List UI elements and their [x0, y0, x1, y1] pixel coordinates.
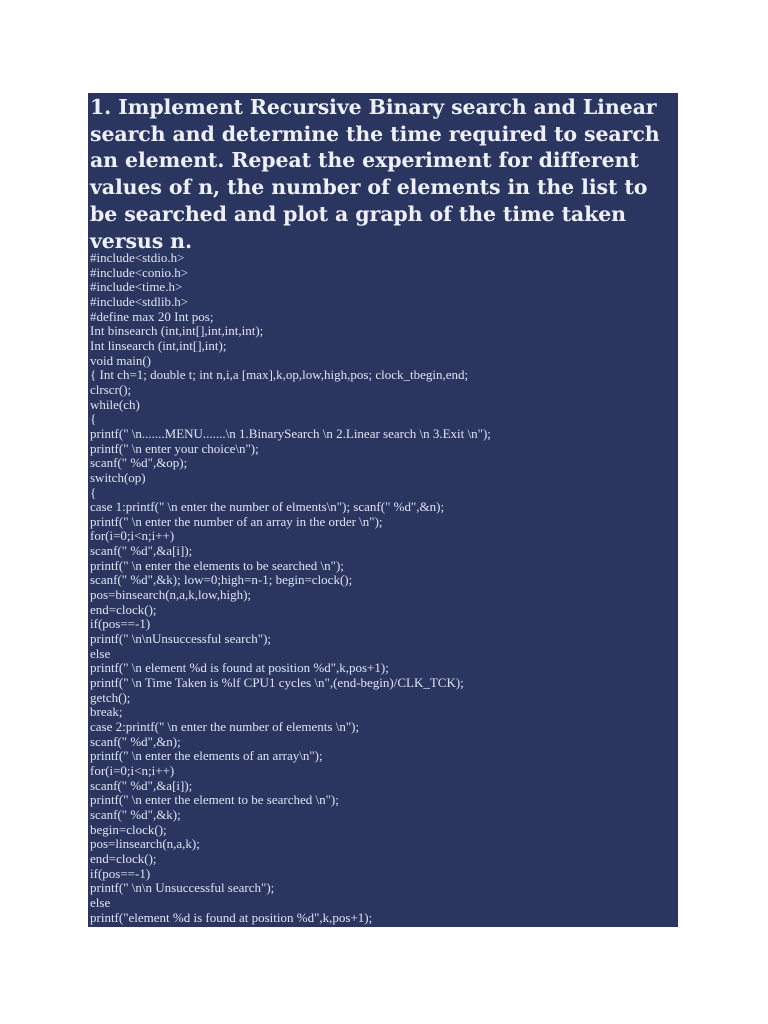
code-line: else [90, 645, 111, 661]
code-listing [90, 251, 491, 925]
code-line: scanf(" %d",&op); [90, 455, 188, 471]
code-line: scanf(" %d",&k); low=0;high=n-1; begin=clock(); [90, 572, 353, 588]
code-line: printf(" \n enter the elements of an array\n"); [90, 748, 323, 764]
code-line: case 1:printf(" \n enter the number of elments\n"); scanf(" %d",&n); [90, 499, 445, 515]
code-line: Int binsearch (int,int[],int,int,int); [90, 323, 264, 339]
code-line: scanf(" %d",&a[i]); [90, 777, 193, 793]
code-line: else [90, 894, 111, 910]
code-line: #include<stdlib.h> [90, 293, 189, 309]
code-line: printf(" \n element %d is found at position %d",k,pos+1); [90, 660, 389, 676]
code-line: for(i=0;i<n;i++) [90, 528, 175, 544]
code-line: break; [90, 704, 123, 720]
code-line: switch(op) [90, 469, 146, 485]
code-line: #include<stdio.h> [90, 250, 185, 265]
code-line: printf(" \n\n Unsuccessful search"); [90, 880, 275, 896]
code-line: clrscr(); [90, 381, 132, 397]
code-line: pos=binsearch(n,a,k,low,high); [90, 587, 252, 603]
code-line: end=clock(); [90, 850, 157, 866]
code-line: Int linsearch (int,int[],int); [90, 337, 227, 353]
code-line: begin=clock(); [90, 821, 167, 837]
code-line: void main() [90, 352, 152, 368]
code-line: printf(" \n.......MENU.......\n 1.BinarySearch \n 2.Linear search \n 3.Exit \n"); [90, 425, 491, 441]
code-line: end=clock(); [90, 601, 157, 617]
code-line: while(ch) [90, 396, 140, 412]
problem-title: 1. Implement Recursive Binary search and Linear search and determine the time required to search an element. Repeat the experiment for different values of n, the number of elements in the list to be searched and plot a graph of the time taken versus n. [90, 95, 660, 253]
code-line: printf("element %d is found at position %d",k,pos+1); [90, 909, 373, 925]
code-line: scanf(" %d",&a[i]); [90, 543, 193, 559]
code-line: pos=linsearch(n,a,k); [90, 836, 200, 852]
code-line: { [90, 484, 97, 500]
code-line: scanf(" %d",&n); [90, 733, 181, 749]
code-line: getch(); [90, 689, 131, 705]
code-line: if(pos==-1) [90, 616, 151, 632]
code-line: printf(" \n Time Taken is %lf CPU1 cycles \n",(end-begin)/CLK_TCK); [90, 675, 464, 691]
code-line: printf(" \n enter the elements to be searched \n"); [90, 557, 344, 573]
code-line: printf(" \n enter the element to be searched \n"); [90, 792, 339, 808]
code-line: scanf(" %d",&k); [90, 806, 181, 822]
code-line: printf(" \n enter your choice\n"); [90, 440, 259, 456]
code-line: case 2:printf(" \n enter the number of elements \n"); [90, 719, 360, 734]
code-line: if(pos==-1) [90, 865, 151, 881]
code-line: #include<time.h> [90, 279, 183, 295]
code-line: { [90, 411, 97, 427]
code-line: printf(" \n enter the number of an array in the order \n"); [90, 513, 383, 529]
code-line: #define max 20 Int pos; [90, 308, 214, 324]
document-page [88, 93, 678, 927]
code-line: printf(" \n\nUnsuccessful search"); [90, 631, 272, 647]
code-line: #include<conio.h> [90, 264, 189, 280]
code-line: { Int ch=1; double t; int n,i,a [max],k,op,low,high,pos; clock_tbegin,end; [90, 367, 469, 383]
code-line: for(i=0;i<n;i++) [90, 762, 175, 778]
